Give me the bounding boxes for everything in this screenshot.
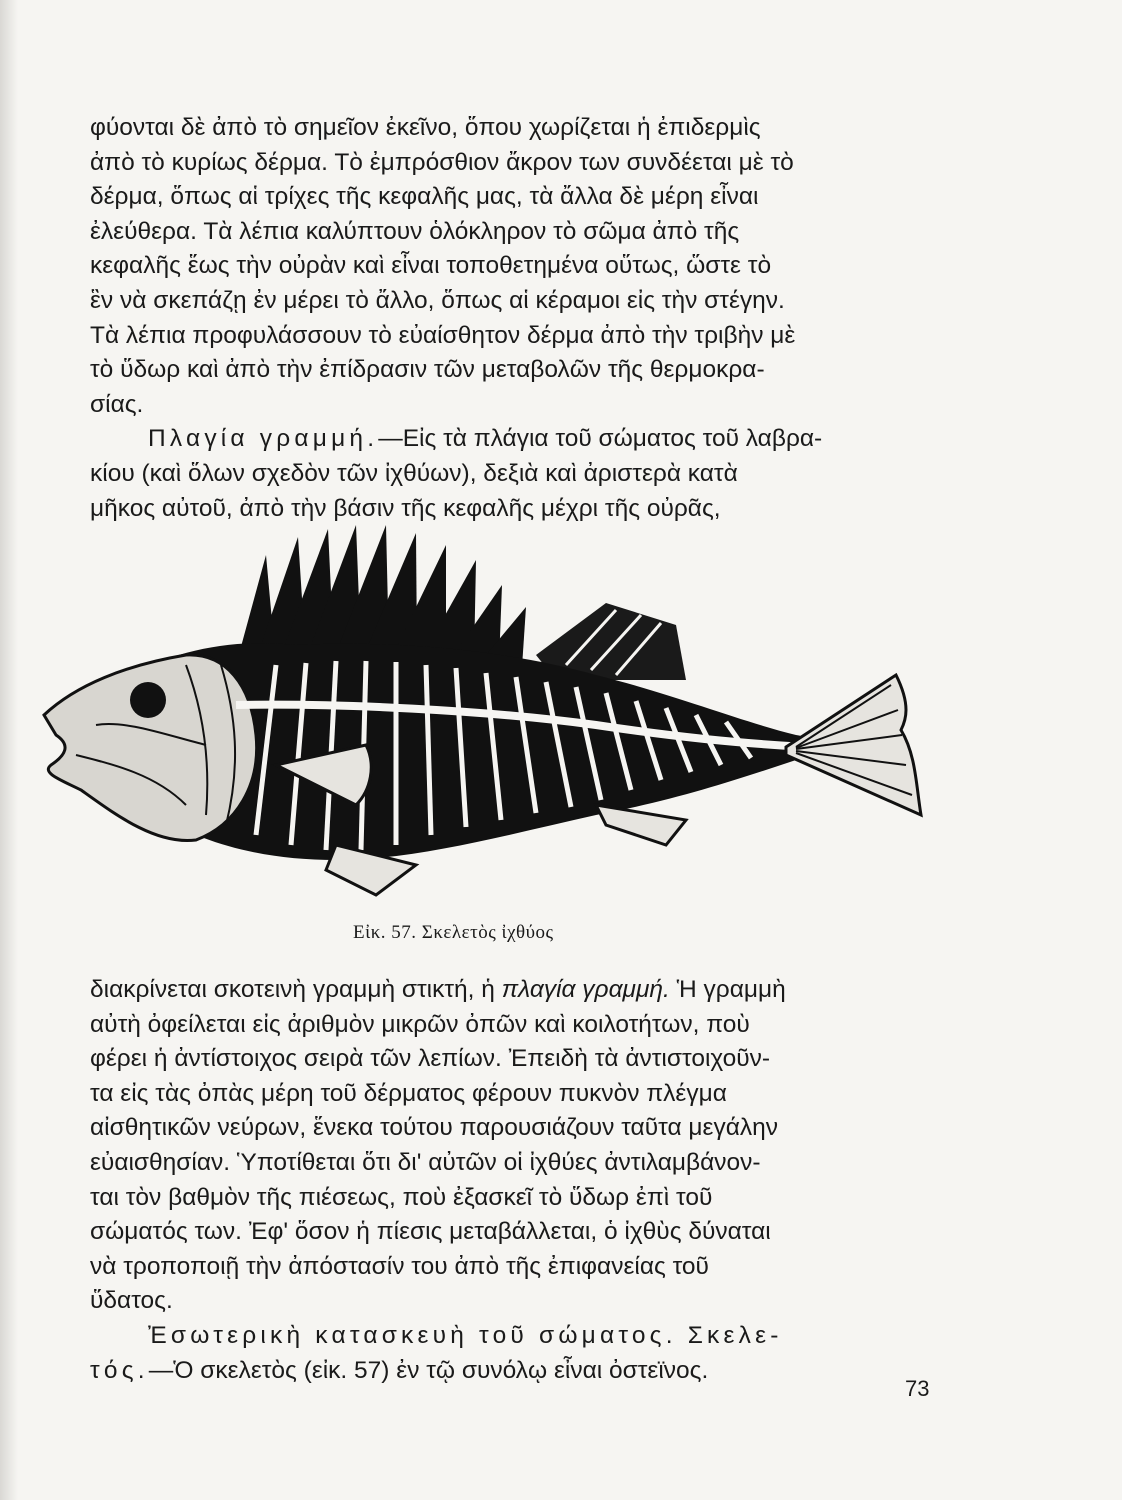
- text-line: ἓν νὰ σκεπάζῃ ἐν μέρει τὸ ἄλλο, ὅπως αἱ κέραμοι εἰς τὴν στέγην.: [90, 286, 785, 314]
- text-fragment: διακρίνεται σκοτεινὴ γραμμὴ στικτή, ἡ πλαγία γραμμή. Ἡ γραμμὴ: [90, 976, 786, 1003]
- text-line: Τὰ λέπια προφυλάσσουν τὸ εὐαίσθητον δέρμα ἀπὸ τὴν τριβὴν μὲ: [90, 321, 796, 349]
- figure-caption: Εἰκ. 57. Σκελετὸς ἰχθύος: [353, 922, 554, 943]
- text-line: σίας.: [90, 390, 144, 418]
- internal-structure-heading: Ἐσωτερικὴ κατασκευὴ τοῦ σώματος. Σκελε-: [148, 1321, 783, 1349]
- anal-fin: [596, 805, 686, 845]
- text-line: νὰ τροποποιῇ τὴν ἀπόστασίν του ἀπὸ τῆς ἐπιφανείας τοῦ: [90, 1252, 709, 1280]
- text-line: ὕδατος.: [90, 1287, 173, 1315]
- text-line: ται τὸν βαθμὸν τῆς πιέσεως, ποὺ ἐξασκεῖ τὸ ὕδωρ ἐπὶ τοῦ: [90, 1183, 713, 1211]
- lateral-line-heading: Πλαγία γραμμή.: [148, 425, 379, 453]
- lateral-line-paragraph-start: [90, 422, 940, 457]
- text-line: κίου (καὶ ὅλων σχεδὸν τῶν ἰχθύων), δεξιὰ καὶ ἀριστερὰ κατὰ: [90, 459, 738, 487]
- top-text-block: [90, 111, 940, 526]
- text-line: τα εἰς τὰς ὀπὰς μέρη τοῦ δέρματος φέρουν πυκνὸν πλέγμα: [90, 1079, 727, 1107]
- text-line: φύονται δὲ ἀπὸ τὸ σημεῖον ἐκεῖνο, ὅπου χωρίζεται ἡ ἐπιδερμὶς: [90, 114, 761, 141]
- text-line: αἰσθητικῶν νεύρων, ἕνεκα τούτου παρουσιάζουν ταῦτα μεγάλην: [90, 1114, 778, 1142]
- text-line: ἀπὸ τὸ κυρίως δέρμα. Τὸ ἐμπρόσθιον ἄκρον των συνδέεται μὲ τὸ: [90, 148, 794, 176]
- page-number: 73: [905, 1376, 930, 1401]
- text-line: δέρμα, ὅπως αἱ τρίχες τῆς κεφαλῆς μας, τὰ ἄλλα δὲ μέρη εἶναι: [90, 183, 759, 211]
- skeleton-first-text: —Ὁ σκελετὸς (εἰκ. 57) ἐν τῷ συνόλῳ εἶναι ὀστεϊνος.: [148, 1356, 709, 1384]
- fish-skeleton-illustration: [36, 515, 946, 910]
- text-line: σώματός των. Ἐφ' ὅσον ἡ πίεσις μεταβάλλεται, ὁ ἰχθὺς δύναται: [90, 1218, 771, 1246]
- page-binding-shadow: [0, 0, 18, 1500]
- text-line: τὸ ὕδωρ καὶ ἀπὸ τὴν ἐπίδρασιν τῶν μεταβολῶν τῆς θερμοκρα-: [90, 356, 765, 384]
- eye-socket: [130, 682, 166, 718]
- text-line: φέρει ἡ ἀντίστοιχος σειρὰ τῶν λεπίων. Ἐπειδὴ τὰ ἀντιστοιχοῦν-: [90, 1045, 771, 1073]
- skeleton-paragraph-start: [90, 1354, 940, 1389]
- skeleton-heading: τός.: [90, 1356, 149, 1384]
- lateral-line-first-text: —Εἰς τὰ πλάγια τοῦ σώματος τοῦ λαβρα-: [378, 425, 823, 453]
- text-line: κεφαλῆς ἕως τὴν οὐρὰν καὶ εἶναι τοποθετημένα οὕτως, ὥστε τὸ: [90, 252, 772, 280]
- text-line: [90, 973, 940, 1008]
- bottom-text-block: [90, 973, 940, 1388]
- lateral-line-term: πλαγία γραμμή.: [501, 976, 670, 1003]
- text-line: ἐλεύθερα. Τὰ λέπια καλύπτουν ὁλόκληρον τὸ σῶμα ἀπὸ τῆς: [90, 217, 740, 245]
- text-line: αὐτὴ ὀφείλεται εἰς ἀριθμὸν μικρῶν ὀπῶν καὶ κοιλοτήτων, ποὺ: [90, 1010, 750, 1038]
- text-line: εὐαισθησίαν. Ὑποτίθεται ὅτι δι' αὐτῶν οἱ ἰχθύες ἀντιλαμβάνον-: [90, 1148, 761, 1176]
- text-line: μῆκος αὐτοῦ, ἀπὸ τὴν βάσιν τῆς κεφαλῆς μέχρι τῆς οὐρᾶς,: [90, 494, 721, 522]
